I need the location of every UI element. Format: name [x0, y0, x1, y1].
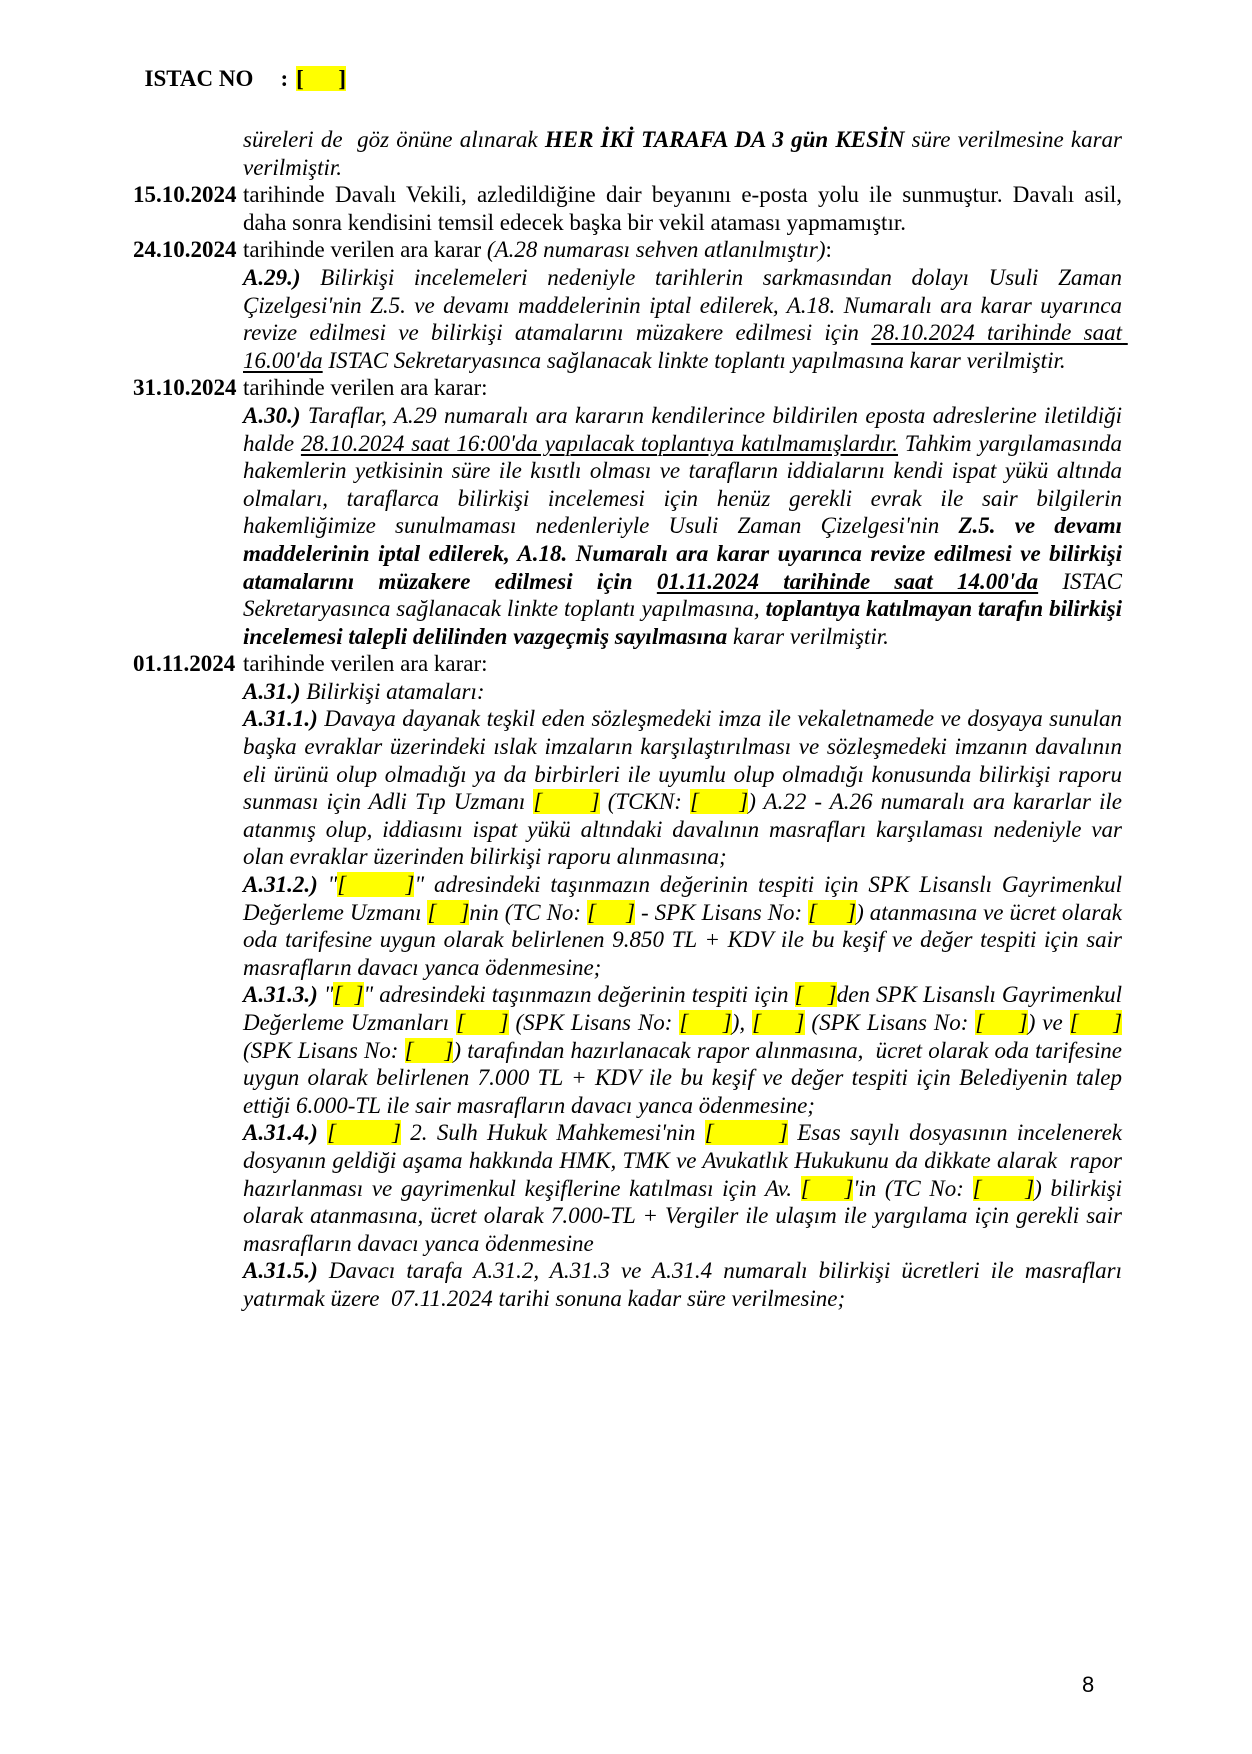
text-segment: :: [825, 237, 832, 263]
redaction: [ ]: [808, 899, 857, 925]
text-segment: ISTAC Sekretaryasınca sağlanacak linkte toplantı yapılmasına karar verilmiştir.: [322, 347, 1066, 373]
text-segment: HER İKİ TARAFA DA 3 gün KESİN: [544, 127, 905, 152]
text-segment: A.31.5.): [243, 1258, 318, 1284]
redaction: [ ]: [456, 1010, 509, 1035]
text-segment: tarihinde verilen ara karar:: [243, 375, 488, 401]
date-label: 01.11.2024: [133, 651, 236, 677]
redaction: [ ]: [704, 1120, 788, 1146]
text-segment: Bilirkişi incelemeleri nedeniyle tarihlerin sarkmasından dolayı Usuli Zaman Çizelgesi'nin Z.5. ve devamı maddelerinin iptal edilerek, A.18. Numaralı ara karar uyarınca revize edilmesi ve bilirkişi atamalarını müzakere edilmesi için: [243, 264, 1128, 346]
text-segment: 01.11.2024 tarihinde saat 14.00'da: [656, 568, 1039, 594]
redaction: [ ]: [427, 899, 470, 925]
text-segment: (A.28 numarası sehven atlanılmıştır): [486, 237, 826, 263]
redaction: [ ]: [1069, 1010, 1123, 1035]
text-segment: A.31.): [243, 678, 301, 704]
text-segment: süre verilmesine karar verilmiştir.: [243, 127, 1128, 180]
ara-karar-a30: [133, 402, 1128, 650]
text-segment: süreleri de göz önüne alınarak: [243, 127, 545, 152]
text-segment: ),: [731, 1010, 753, 1035]
redaction: [ ]: [533, 789, 600, 815]
header-label: ISTAC NO: [144, 66, 254, 91]
text-segment: Z.5. ve devamı maddelerinin iptal edilerek, A.18. Numaralı ara karar uyarınca revize edilmesi ve bilirkişi atamalarını müzakere edilmesi için: [243, 513, 1128, 594]
redaction: [ ]: [337, 872, 415, 898]
text-segment: Taraflar, A.29 numaralı ara kararın kendilerince bildirilen eposta adreslerine iletildiği halde: [243, 402, 1128, 456]
redaction: [ ]: [679, 1010, 732, 1035]
text-segment: Esas sayılı dosyasının incelenerek dosyanın geldiği aşama hakkında HMK, TMK ve Avukatlık Hukukunu da dikkate alarak rapor hazırlanması ve gayrimenkul keşiflerine katılması için Av.: [243, 1120, 1128, 1201]
text-segment: - SPK Lisans No:: [635, 899, 809, 925]
entry-31-10-2024: [133, 374, 1122, 402]
text-segment: A.30.): [243, 402, 301, 428]
text-segment: 28.10.2024 saat 16:00'da yapılacak toplantıya katılmamışlardır.: [300, 430, 898, 456]
redaction: [ ]: [404, 1037, 454, 1063]
text-segment: (TCKN:: [599, 789, 690, 815]
redaction: [ ]: [972, 1175, 1035, 1201]
header-separator: :: [280, 66, 289, 91]
text-segment: A.31.4.): [243, 1120, 318, 1146]
text-segment: (SPK Lisans No:: [804, 1010, 976, 1035]
text-segment: 28.10.2024 tarihinde saat 16.00'da: [243, 320, 1128, 373]
text-segment: ) bilirkişi olarak atanmasına, ücret olarak 7.000-TL + Vergiler ile ulaşım ile yargılama için gerekli sair masrafların davacı yanca ödenmesine: [243, 1175, 1128, 1256]
text-segment: tarihinde verilen ara karar: [243, 237, 487, 263]
redaction: [ ]: [587, 899, 636, 925]
redaction: [ ]: [800, 1175, 854, 1201]
text-segment: A.29.): [243, 264, 301, 290]
text-segment: 2. Sulh Hukuk Mahkemesi'nin: [400, 1120, 705, 1146]
text-segment: nin (TC No:: [469, 899, 588, 925]
document-body: [133, 126, 1128, 1313]
date-label: 31.10.2024: [133, 375, 237, 401]
document-header: [133, 40, 346, 92]
ara-karar-a31-5: [133, 1257, 1128, 1312]
entry-01-11-2024: [133, 650, 1122, 678]
ara-karar-a31-3: [133, 981, 1128, 1119]
redaction: [ ]: [333, 982, 364, 1008]
text-segment: karar verilmiştir.: [727, 623, 889, 649]
entry-24-10-2024: [133, 236, 1122, 264]
text-segment: tarihinde verilen ara karar:: [243, 651, 488, 677]
text-segment: ) atanmasına ve ücret olarak oda tarifesine uygun olarak belirlenen 9.850 TL + KDV ile bu keşif ve değer tespiti için sair masrafların davacı yanca ödenmesine;: [243, 899, 1128, 980]
text-segment: (SPK Lisans No:: [508, 1010, 680, 1035]
text-segment: Tahkim yargılamasında hakemlerin yetkisinin süre ile kısıtlı olması ve tarafların iddialarını kendi ispat yükü altında olmaları, taraflarca bilirkişi incelemesi için henüz gerekli evrak ile sair bilgilerin hakemliğimize sunulmaması nedenleriyle Usuli Zaman Çizelgesi'nin: [243, 430, 1128, 539]
text-segment: ) ve: [1027, 1010, 1070, 1035]
redaction: [ ]: [689, 789, 749, 815]
date-label: 24.10.2024: [133, 237, 237, 263]
text-segment: ": [317, 872, 338, 898]
text-segment: ": [317, 982, 334, 1008]
text-segment: [318, 1120, 327, 1145]
text-segment: " adresindeki taşınmazın değerinin tespiti için SPK Lisanslı Gayrimenkul Değerleme Uzmanı: [243, 872, 1128, 925]
ara-karar-a29: [133, 264, 1128, 374]
intro-continuation: [133, 126, 1128, 181]
ara-karar-a31-4: [133, 1119, 1128, 1257]
text-segment: 'in (TC No:: [853, 1175, 973, 1201]
ara-karar-a31: [133, 678, 1122, 706]
text-segment: Bilirkişi atamaları:: [300, 678, 485, 704]
ara-karar-a31-1: [133, 705, 1128, 871]
text-segment: A.31.1.): [243, 706, 318, 732]
text-segment: Davaya dayanak teşkil eden sözleşmedeki imza ile vekaletnamede ve dosyaya sunulan başka evraklar üzerindeki ıslak imzaların karşılaştırılması ve sözleşmedeki imzanın davalının eli ürünü olup olmadığı ya da birbirleri ile uyumlu olup olmadığı konusunda bilirkişi raporu sunması için Adli Tıp Uzmanı: [243, 706, 1128, 815]
text-segment: den SPK Lisanslı Gayrimenkul Değerleme Uzmanları: [243, 982, 1128, 1035]
text-segment: ) tarafından hazırlanacak rapor alınmasına, ücret olarak oda tarifesine uygun olarak belirlenen 7.000 TL + KDV ile bu keşif ve değer tespiti için Belediyenin talep ettiği 6.000-TL ile sair masrafların davacı yanca ödenmesine;: [243, 1037, 1128, 1118]
redaction: [ ]: [327, 1120, 401, 1146]
text-segment: ISTAC Sekretaryasınca sağlanacak linkte toplantı yapılmasına,: [243, 568, 1128, 622]
text-segment: ) A.22 - A.26 numaralı ara kararlar ile atanmış olup, iddiasını ispat yükü altındaki davalının masrafları karşılaması nedeniyle var olan evraklar üzerinden bilirkişi raporu alınmasına;: [243, 789, 1128, 870]
text-segment: A.31.3.): [243, 982, 318, 1008]
redaction: [ ]: [752, 1010, 805, 1035]
page-number: 8: [1082, 1672, 1095, 1697]
redaction: [ ]: [794, 982, 837, 1008]
redaction: [ ]: [975, 1010, 1028, 1035]
text-segment: A.31.2.): [243, 872, 318, 898]
header-redaction: [ ]: [296, 66, 346, 91]
text-segment: toplantıya katılmayan tarafın bilirkişi incelemesi talepli delilinden vazgeçmiş sayılmasına: [243, 596, 1128, 649]
text-segment: Davacı tarafa A.31.2, A.31.3 ve A.31.4 numaralı bilirkişi ücretleri ile masrafları yatırmak üzere 07.11.2024 tarihi sonuna kadar süre verilmesine;: [243, 1258, 1128, 1311]
text-segment: tarihinde Davalı Vekili, azledildiğine dair beyanını e-posta yolu ile sunmuştur. Davalı asil, daha sonra kendisini temsil edecek başka bir vekil ataması yapmamıştır.: [243, 182, 1128, 235]
entry-15-10-2024: [133, 181, 1128, 236]
text-segment: " adresindeki taşınmazın değerinin tespiti için: [363, 982, 795, 1008]
ara-karar-a31-2: [133, 871, 1128, 981]
text-segment: (SPK Lisans No:: [243, 1010, 1128, 1063]
date-label: 15.10.2024: [133, 182, 237, 208]
